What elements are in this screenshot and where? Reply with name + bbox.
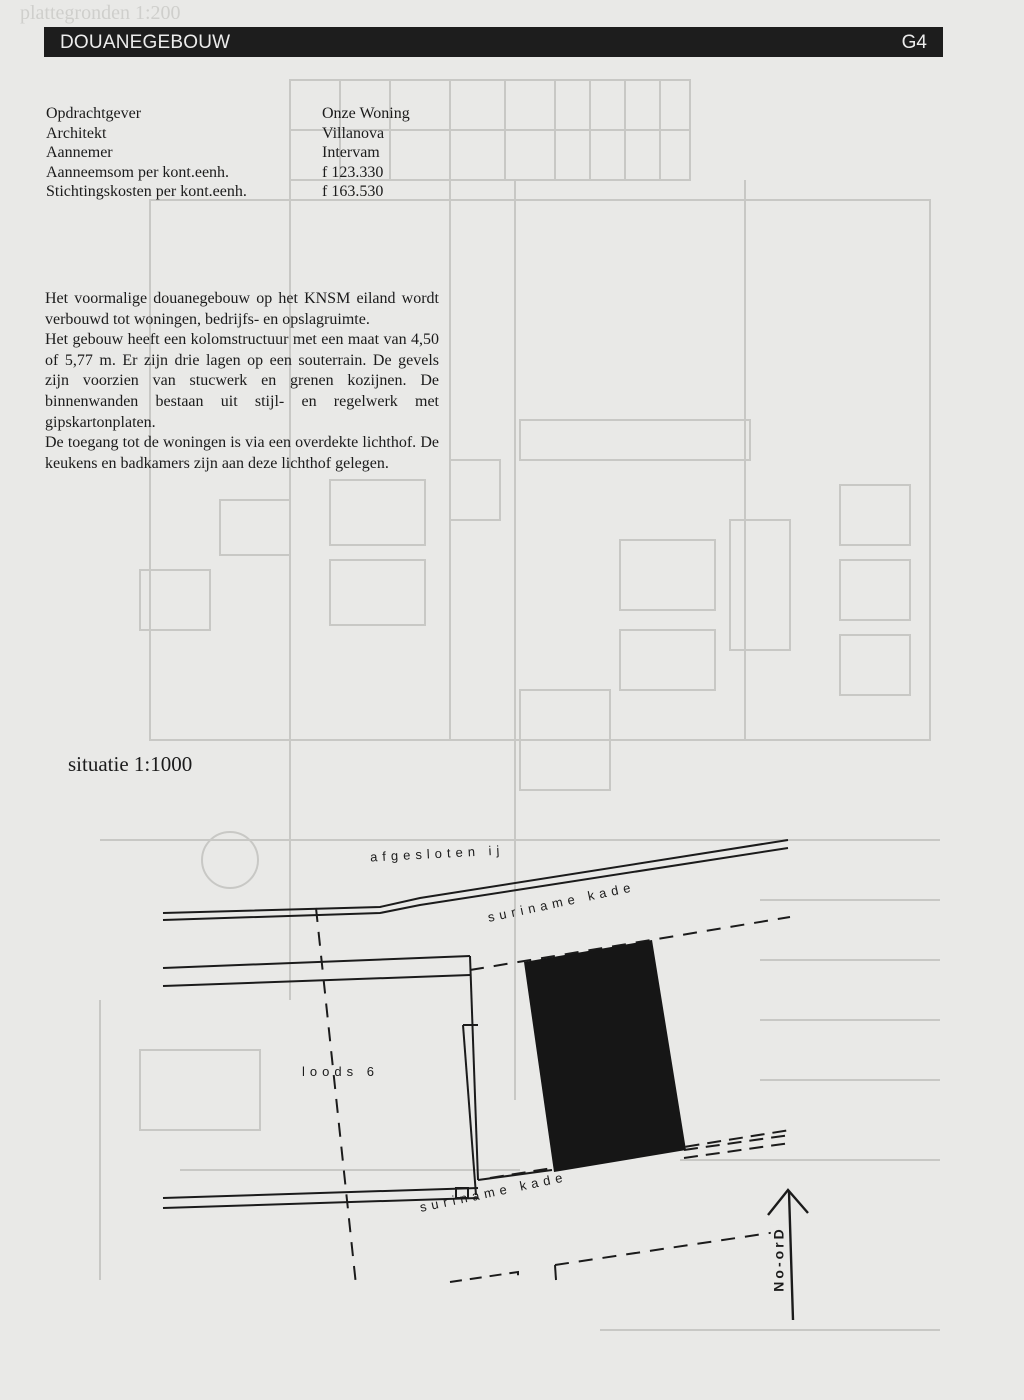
ghost-header-text: plattegronden 1:200	[20, 2, 181, 24]
quay-south-dashed-2	[684, 1135, 790, 1150]
fact-label: Opdrachtgever	[46, 105, 142, 122]
fact-value: Intervam	[322, 144, 380, 161]
description-paragraph: Het voormalige douanegebouw op het KNSM eiland wordt verbouwd tot woningen, bedrijfs- en opslagruimte.	[45, 290, 439, 328]
road-edge-dashed-2	[450, 1272, 518, 1282]
plot-boundary-dashed	[316, 908, 356, 1285]
fact-label: Stichtingskosten per kont.eenh.	[46, 183, 247, 200]
shed-east-wall	[470, 956, 478, 1180]
label-north: No-orD	[770, 1226, 787, 1292]
site-plan-title: situatie 1:1000	[68, 752, 193, 776]
page-code: G4	[901, 32, 927, 53]
fact-label: Aannemer	[46, 144, 113, 161]
description-paragraph: Het gebouw heeft een kolomstructuur met een maat van 4,50 of 5,77 m. Er zijn drie lagen op een souterrain. De gevels zijn voorzien van stucwerk en grenen kozijnen. De binnenwanden bestaan uit stijl- en regelwerk met gipskartonplaten.	[45, 331, 439, 431]
fact-value: Villanova	[322, 124, 385, 142]
road-tick	[555, 1265, 556, 1280]
fact-label: Aanneemsom per kont.eenh.	[46, 163, 230, 181]
label-quay-north: suriname kade	[486, 878, 637, 925]
road-edge-dashed	[555, 1230, 790, 1265]
quay-south-dashed-3	[684, 1143, 790, 1158]
description-paragraph: De toegang tot de woningen is via een overdekte lichthof. De keukens en badkamers zijn aan deze lichthof gelegen.	[45, 434, 439, 472]
label-water: afgesloten ij	[369, 842, 505, 865]
label-quay-south: suriname kade	[418, 1168, 569, 1215]
shed-north-wall	[163, 956, 470, 968]
page-title: DOUANEGEBOUW	[60, 32, 231, 53]
shed-north-wall-inner	[163, 975, 470, 986]
customs-building-footprint	[524, 940, 686, 1172]
fact-label: Architekt	[46, 124, 107, 142]
fact-value: f 163.530	[322, 183, 384, 200]
fact-value: Onze Woning	[322, 105, 410, 122]
fact-value: f 123.330	[322, 163, 384, 181]
label-shed: loods 6	[302, 1064, 379, 1079]
